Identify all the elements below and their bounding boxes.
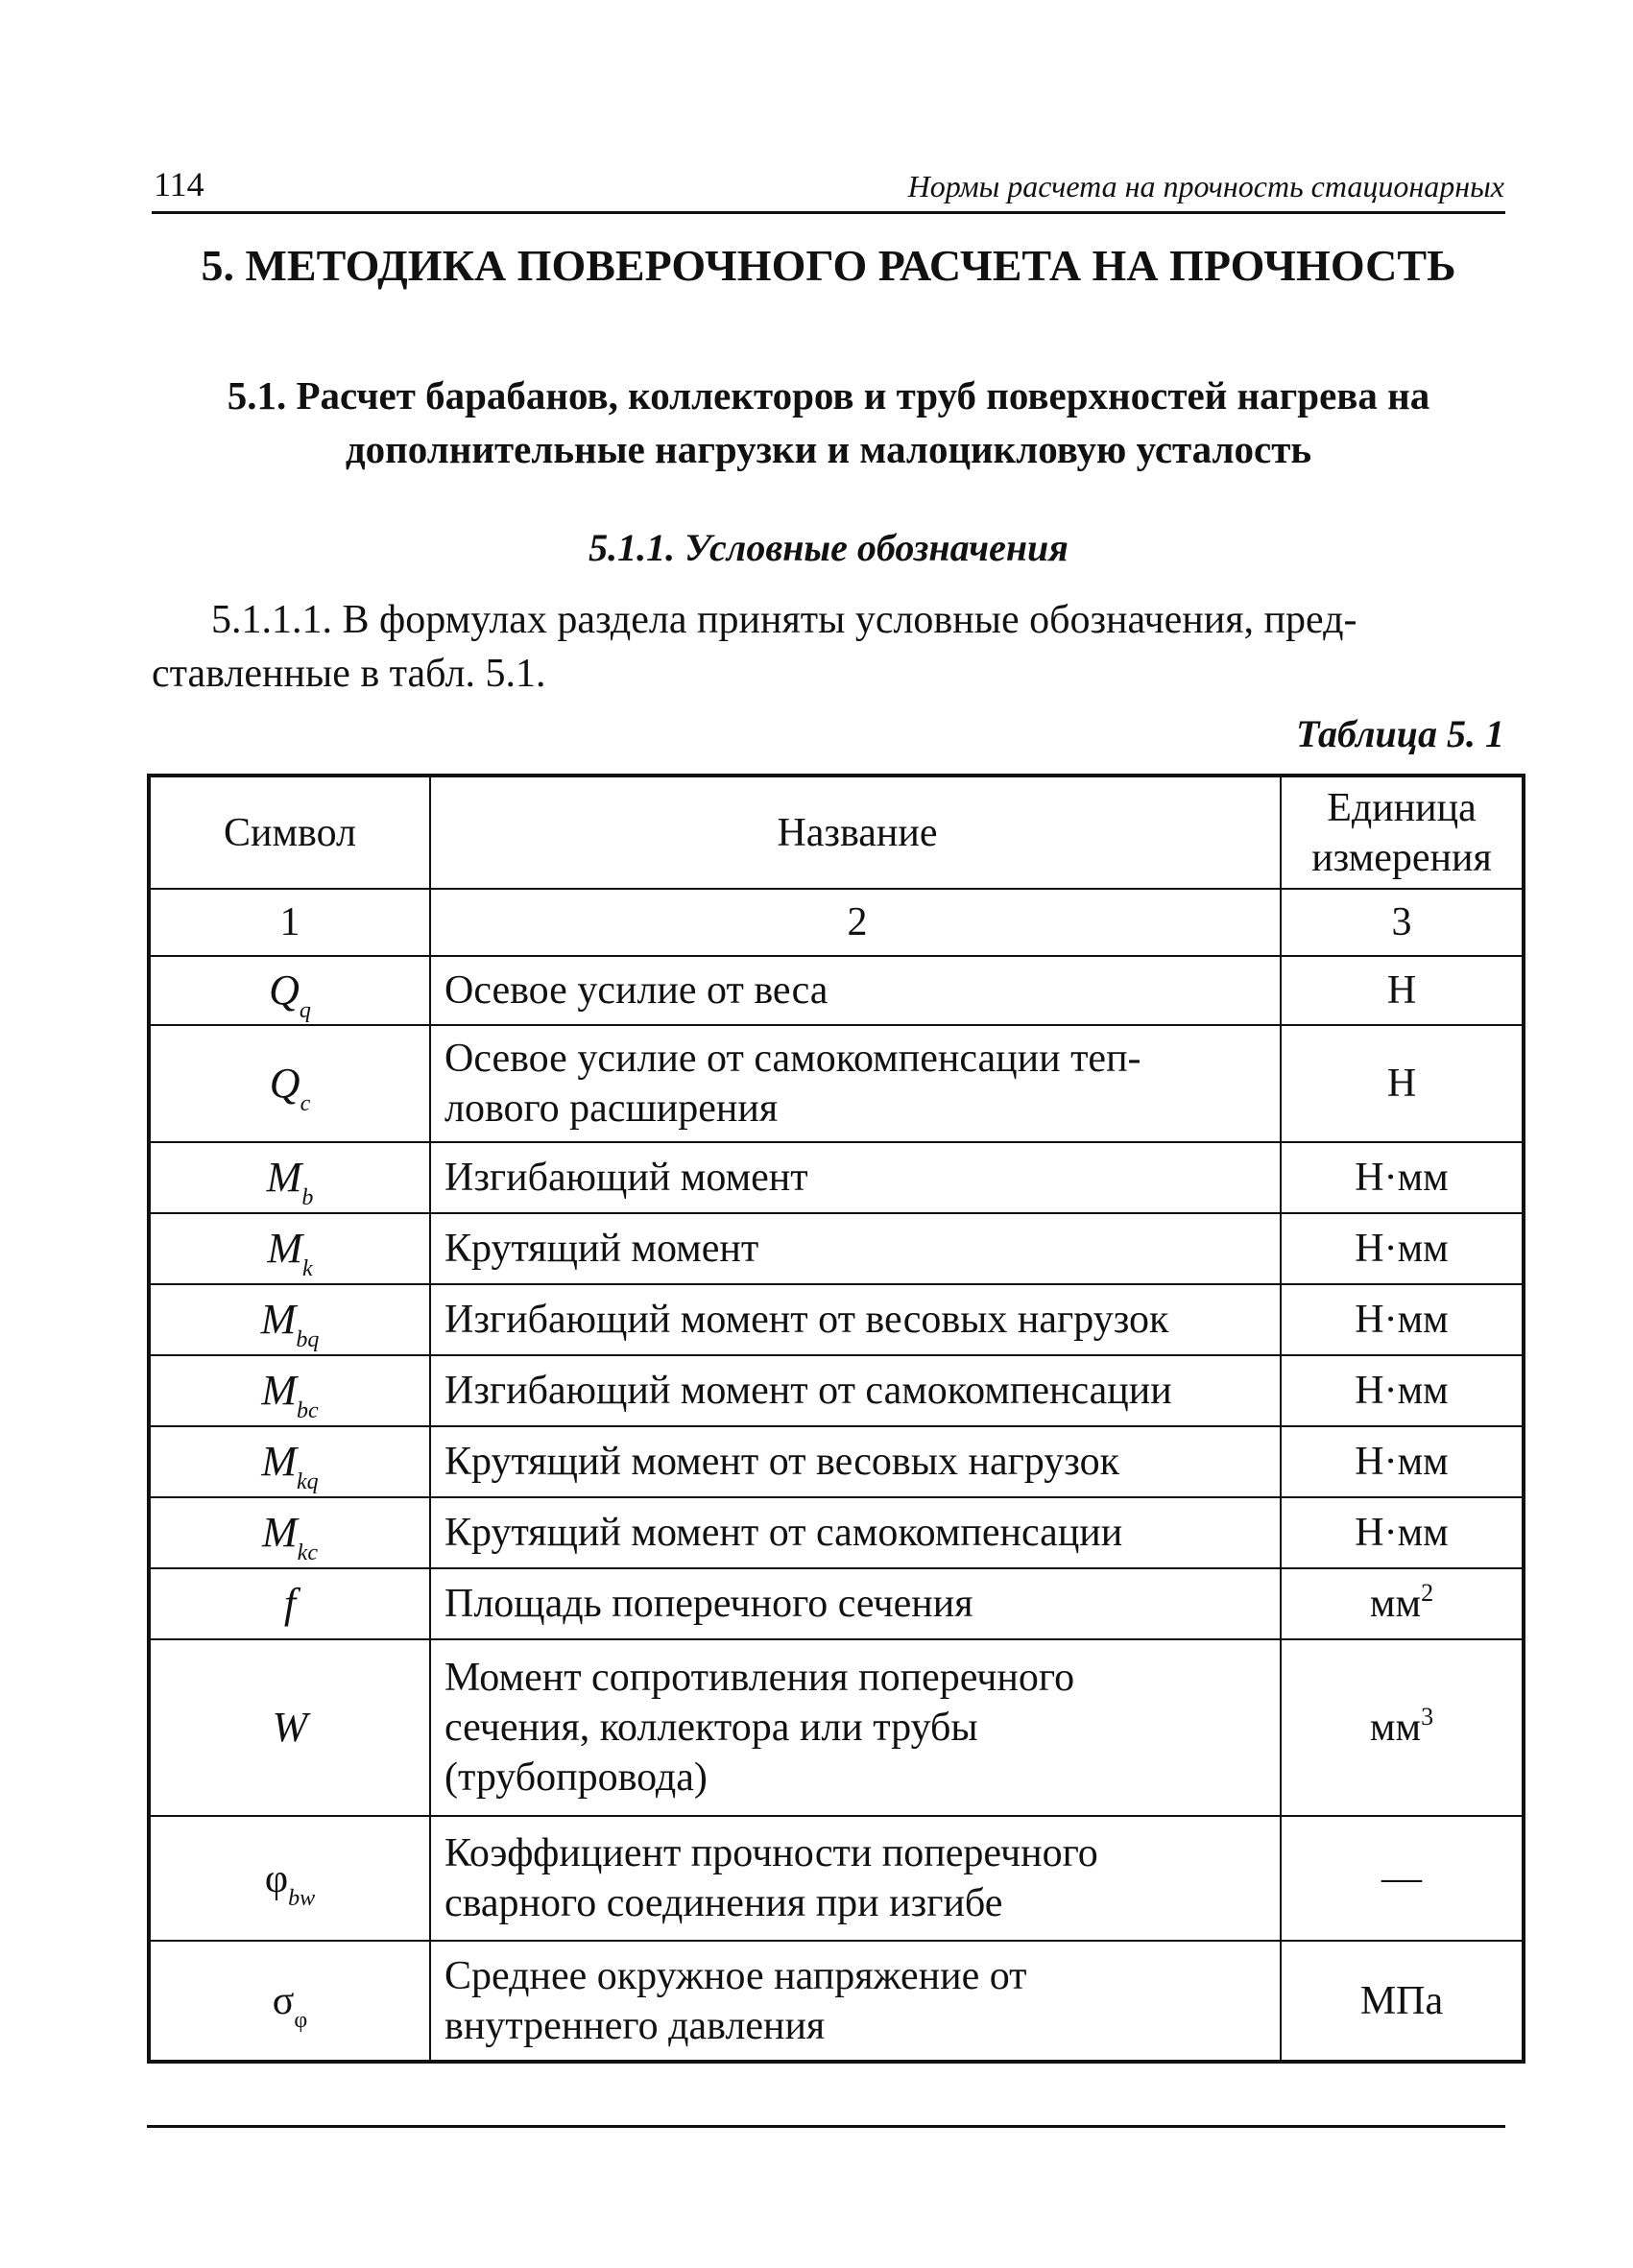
symbol-cell [149, 1284, 430, 1355]
unit-cell [1281, 1355, 1524, 1426]
unit-text: МПа [1359, 1978, 1444, 2023]
column-number: 3 [1281, 889, 1524, 956]
symbol-base: M [267, 1224, 302, 1272]
table-header-row [149, 776, 1524, 889]
symbol-base: M [261, 1366, 297, 1414]
header-unit [1281, 776, 1524, 889]
symbol-subscript: φ [294, 2007, 308, 2033]
name-line: сварного соединения при изгибе [444, 1881, 1003, 1925]
table-row [149, 1816, 1524, 1941]
header-unit-line: Единица [1327, 785, 1477, 830]
unit-text: Н·мм [1355, 1298, 1449, 1342]
unit-text: мм [1369, 1706, 1422, 1750]
symbol-cell [149, 1025, 430, 1142]
unit-cell [1281, 1816, 1524, 1941]
symbol-base: M [260, 1295, 297, 1343]
unit-cell [1281, 1941, 1524, 2062]
symbol-base: Q [269, 1059, 300, 1107]
symbol-cell [149, 1816, 430, 1941]
unit-cell [1281, 1639, 1524, 1816]
symbol-subscript: bw [288, 1885, 316, 1911]
symbol-subscript: kc [297, 1540, 318, 1565]
table-caption: Таблица 5. 1 [1296, 712, 1504, 755]
symbol-base: φ [264, 1856, 289, 1901]
name-cell [430, 1025, 1281, 1142]
name-cell: Осевое усилие от веса [430, 956, 1281, 1025]
running-head: Нормы расчета на прочность стационарных [907, 169, 1504, 203]
unit-cell [1281, 956, 1524, 1025]
symbol-base: Q [269, 966, 300, 1014]
name-line: сечения, коллектора или трубы [444, 1706, 978, 1750]
unit-text: — [1381, 1856, 1422, 1900]
symbol-cell [149, 1426, 430, 1497]
table-row [149, 1142, 1524, 1213]
table-row [149, 1284, 1524, 1355]
unit-cell [1281, 1284, 1524, 1355]
symbol-subscript: c [300, 1090, 311, 1116]
name-cell: Крутящий момент от весовых нагрузок [430, 1426, 1281, 1497]
name-line: Среднее окружное напряжение от [444, 1953, 1027, 1998]
name-line: Момент сопротивления поперечного [444, 1656, 1075, 1700]
unit-text: Н·мм [1355, 1369, 1449, 1413]
symbol-subscript: q [299, 997, 311, 1023]
symbol-cell [149, 1142, 430, 1213]
unit-text: Н·мм [1355, 1440, 1449, 1484]
name-line: Коэффициент прочности поперечного [444, 1831, 1098, 1875]
page-number: 114 [154, 165, 204, 203]
table-row [149, 1355, 1524, 1426]
name-cell: Крутящий момент [430, 1213, 1281, 1284]
symbol-cell [149, 1213, 430, 1284]
symbol-base: f [283, 1579, 297, 1627]
symbol-cell [149, 1355, 430, 1426]
subsection-title-line: 5.1. Расчет барабанов, коллекторов и труб поверхностей нагрева на [227, 373, 1430, 418]
table-row [149, 1025, 1524, 1142]
name-line: лового расширения [444, 1086, 779, 1131]
unit-text: Н·мм [1355, 1156, 1449, 1200]
name-cell [430, 1816, 1281, 1941]
table-row [149, 1568, 1524, 1639]
name-cell: Крутящий момент от самокомпенсации [430, 1497, 1281, 1568]
table-row [149, 1497, 1524, 1568]
unit-text: Н [1386, 968, 1417, 1013]
header-rule [152, 211, 1505, 214]
column-number: 1 [149, 889, 430, 956]
symbol-subscript: k [302, 1255, 313, 1281]
unit-text: мм [1369, 1582, 1422, 1626]
symbol-subscript: bc [297, 1397, 319, 1423]
symbol-cell [149, 956, 430, 1025]
table-row [149, 1426, 1524, 1497]
symbol-base: M [266, 1153, 302, 1201]
unit-cell [1281, 1568, 1524, 1639]
name-cell: Площадь поперечного сечения [430, 1568, 1281, 1639]
unit-cell [1281, 1497, 1524, 1568]
name-cell: Изгибающий момент от весовых нагрузок [430, 1284, 1281, 1355]
table-row [149, 1941, 1524, 2062]
footer-rule [147, 2125, 1505, 2128]
unit-text: Н [1386, 1062, 1417, 1106]
table-numbering-row [149, 889, 1524, 956]
paragraph-line: ставленные в табл. 5.1. [152, 652, 546, 696]
body-paragraph [152, 593, 1505, 701]
symbol-cell [149, 1497, 430, 1568]
header-name: Название [430, 776, 1281, 889]
header-unit-line: измерения [1311, 835, 1492, 880]
subsection-title-line: дополнительные нагрузки и малоцикловую усталость [345, 427, 1312, 471]
name-line: внутреннего давления [444, 2003, 826, 2048]
symbol-subscript: bq [296, 1326, 320, 1352]
header-symbol: Символ [149, 776, 430, 889]
symbol-base: M [262, 1508, 298, 1556]
unit-text: Н·мм [1355, 1227, 1449, 1271]
name-cell [430, 1639, 1281, 1816]
unit-cell [1281, 1025, 1524, 1142]
table-row [149, 1213, 1524, 1284]
unit-superscript: 2 [1421, 1579, 1434, 1607]
table-row [149, 956, 1524, 1025]
table-row [149, 1639, 1524, 1816]
column-number: 2 [430, 889, 1281, 956]
symbol-subscript: b [301, 1184, 314, 1210]
unit-cell [1281, 1213, 1524, 1284]
unit-cell [1281, 1142, 1524, 1213]
symbol-cell [149, 1568, 430, 1639]
symbol-base: M [261, 1437, 297, 1485]
unit-text: Н·мм [1355, 1511, 1449, 1555]
unit-cell [1281, 1426, 1524, 1497]
section-title: 5. МЕТОДИКА ПОВЕРОЧНОГО РАСЧЕТА НА ПРОЧНОСТЬ [201, 241, 1456, 290]
symbols-table [147, 774, 1525, 2064]
symbol-base: σ [272, 1978, 295, 2023]
name-cell: Изгибающий момент [430, 1142, 1281, 1213]
symbol-cell [149, 1639, 430, 1816]
subsection-title [152, 369, 1505, 476]
paragraph-line: 5.1.1.1. В формулах раздела приняты условные обозначения, пред- [211, 598, 1357, 642]
name-cell: Изгибающий момент от самокомпенсации [430, 1355, 1281, 1426]
name-cell [430, 1941, 1281, 2062]
symbol-cell [149, 1941, 430, 2062]
symbol-subscript: kq [297, 1468, 319, 1494]
symbols-table-container [147, 774, 1497, 2064]
name-line: (трубопровода) [444, 1755, 708, 1800]
subsubsection-title: 5.1.1. Условные обозначения [588, 526, 1069, 569]
name-line: Осевое усилие от самокомпенсации теп- [444, 1037, 1141, 1081]
unit-superscript: 3 [1421, 1703, 1434, 1731]
symbol-base: W [272, 1703, 308, 1751]
